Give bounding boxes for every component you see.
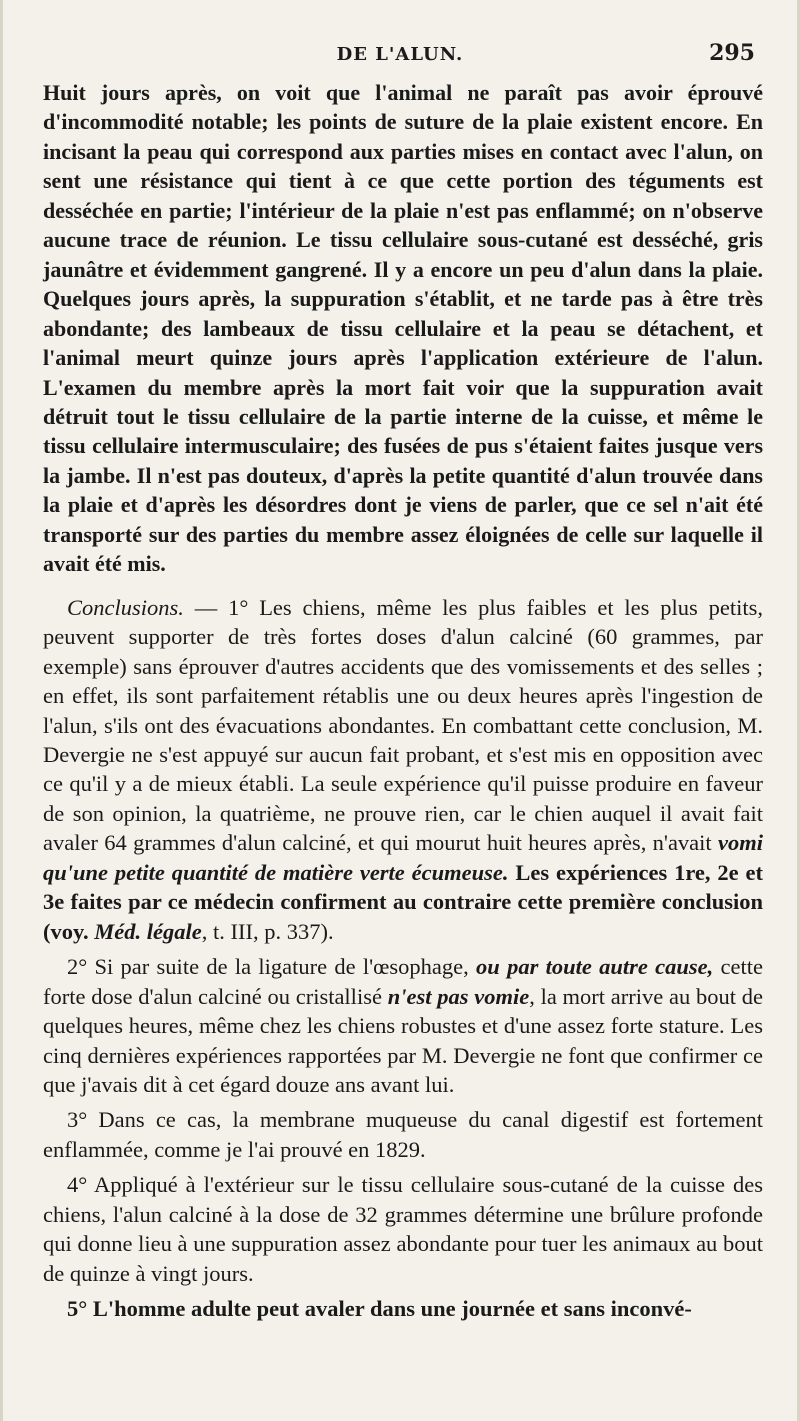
paragraph-experiment-observation xyxy=(43,78,763,579)
running-head: DE L'ALUN. xyxy=(336,44,464,65)
reference-italic: Méd. légale xyxy=(94,918,202,944)
paragraph-conclusion-4 xyxy=(43,1170,763,1288)
conclusion-5-text: 5° L'homme adulte peut avaler dans une journée et sans inconvé- xyxy=(67,1296,692,1322)
paragraph-text: Huit jours après, on voit que l'animal ne paraît pas avoir éprouvé d'incommodité notable; les points de suture de la plaie existent encore. En incisant la peau qui correspond aux parties mises en contact avec l'alun, on sent une résistance qui tient à ce que cette portion des téguments est desséchée en partie; l'intérieur de la plaie n'est pas enflammé; on n'observe aucune trace de réunion. Le tissu cellulaire sous-cutané est desséché, gris jaunâtre et évidemment gangrené. Il y a encore un peu d'alun dans la plaie. Quelques jours après, la suppuration s'établit, et ne tarde pas à être très abondante; des lambeaux de tissu cellulaire et la peau se détachent, et l'animal meurt quinze jours après l'application extérieure de l'alun. L'examen du membre après la mort fait voir que la suppuration avait détruit tout le tissu cellulaire de la partie interne de la cuisse, et même le tissu cellulaire intermusculaire; des fusées de pus s'étaient faites jusque vers la jambe. Il n'est pas douteux, d'après la petite quantité d'alun trouvée dans la plaie et d'après les désordres dont je viens de parler, que ce sel n'ait été transporté sur des parties du membre assez éloignées de celle sur laquelle il avait été mis. xyxy=(43,80,763,577)
conclusion-1-text: — 1° Les chiens, même les plus faibles et les plus petits, peuvent supporter de très fortes doses d'alun calciné (60 grammes, par exemple) sans éprouver d'autres accidents que des vomissements et des selles ; en effet, ils sont parfaitement rétablis une ou deux heures après l'ingestion de l'alun, s'ils ont des évacuations abondantes. En combattant cette conclusion, M. Devergie ne s'est appuyé sur aucun fait probant, et s'est mis en opposition avec ce qu'il y a de mieux établi. La seule expérience qu'il puisse produire en faveur de son opinion, la quatrième, ne prouve rien, car le chien auquel il avait fait avaler 64 grammes d'alun calciné, et qui mourut huit heures après, n'avait xyxy=(43,594,763,856)
page-header xyxy=(43,40,757,74)
reference-rest: , t. III, p. 337). xyxy=(201,918,334,944)
conclusion-2-text-c: , la mort arrive au bout de quelques heures, même chez les chiens robustes et d'une assez forte stature. Les cinq dernières expériences rapportées par M. Devergie ne font que confirmer ce que j'avais dit à cet égard douze ans avant lui. xyxy=(43,983,763,1097)
conclusion-4-text: 4° Appliqué à l'extérieur sur le tissu cellulaire sous-cutané de la cuisse des chiens, l'alun calciné à la dose de 32 grammes détermine une brûlure profonde qui donne lieu à une suppuration assez abondante pour tuer les animaux au bout de quinze à vingt jours. xyxy=(43,1172,763,1286)
paragraph-conclusion-5 xyxy=(43,1294,763,1323)
conclusion-1-text-2: Les expériences 1re, 2e et 3e faites par ce médecin confirment au contraire cette première conclusion (voy. xyxy=(43,859,763,944)
paragraph-conclusion-3 xyxy=(43,1105,763,1164)
conclusion-3-text: 3° Dans ce cas, la membrane muqueuse du canal digestif est fortement enflammée, comme je l'ai prouvé en 1829. xyxy=(43,1107,763,1162)
conclusion-1-italic: vomi qu'une petite quantité de matière verte écumeuse. xyxy=(43,830,763,885)
body-text xyxy=(43,78,763,1324)
paragraph-conclusions xyxy=(43,593,763,946)
conclusion-2-text-a: 2° Si par suite de la ligature de l'œsophage, xyxy=(67,954,477,980)
conclusion-2-text-b: cette forte dose d'alun calciné ou cristallisé xyxy=(43,954,763,1009)
page-number: 295 xyxy=(709,40,755,66)
conclusions-lead: Conclusions. xyxy=(67,594,184,620)
conclusion-2-italic-a: ou par toute autre cause, xyxy=(476,954,714,980)
conclusion-2-italic-b: n'est pas vomie xyxy=(387,983,530,1009)
paragraph-conclusion-2 xyxy=(43,952,763,1099)
